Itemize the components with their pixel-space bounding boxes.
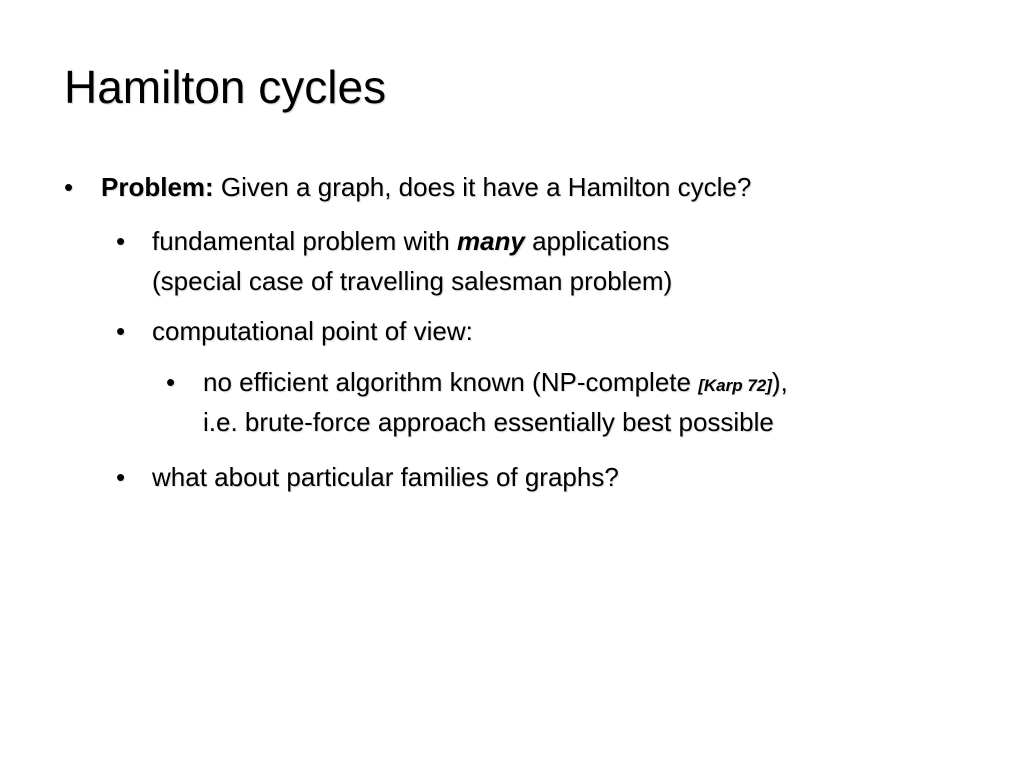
algorithm-text-start: no efficient algorithm known (NP-complete — [203, 367, 699, 397]
bullet-computational: computational point of view: — [152, 316, 473, 346]
emphasis-many: many — [456, 226, 525, 256]
bullet-marker: • — [116, 226, 126, 256]
bullet-fundamental — [152, 224, 669, 258]
bullet-fundamental-line2: (special case of travelling salesman problem) — [152, 266, 673, 296]
algorithm-text-end: ), — [771, 367, 788, 397]
bullet-problem — [101, 170, 751, 204]
bullet-no-efficient-algorithm-line2: i.e. brute-force approach essentially best possible — [203, 407, 774, 437]
bullet-marker: • — [166, 367, 176, 397]
citation-karp: [Karp 72] — [698, 376, 772, 395]
fundamental-text-start: fundamental problem with — [152, 226, 457, 256]
bullet-marker: • — [116, 462, 126, 492]
problem-label: Problem: — [101, 172, 214, 202]
problem-text: Given a graph, does it have a Hamilton cycle? — [213, 172, 752, 202]
slide-title: Hamilton cycles — [64, 61, 387, 113]
bullet-marker: • — [116, 316, 126, 346]
bullet-marker: • — [64, 172, 74, 202]
fundamental-text-end: applications — [524, 226, 670, 256]
bullet-no-efficient-algorithm — [203, 365, 788, 399]
bullet-graph-families: what about particular families of graphs? — [152, 462, 619, 492]
